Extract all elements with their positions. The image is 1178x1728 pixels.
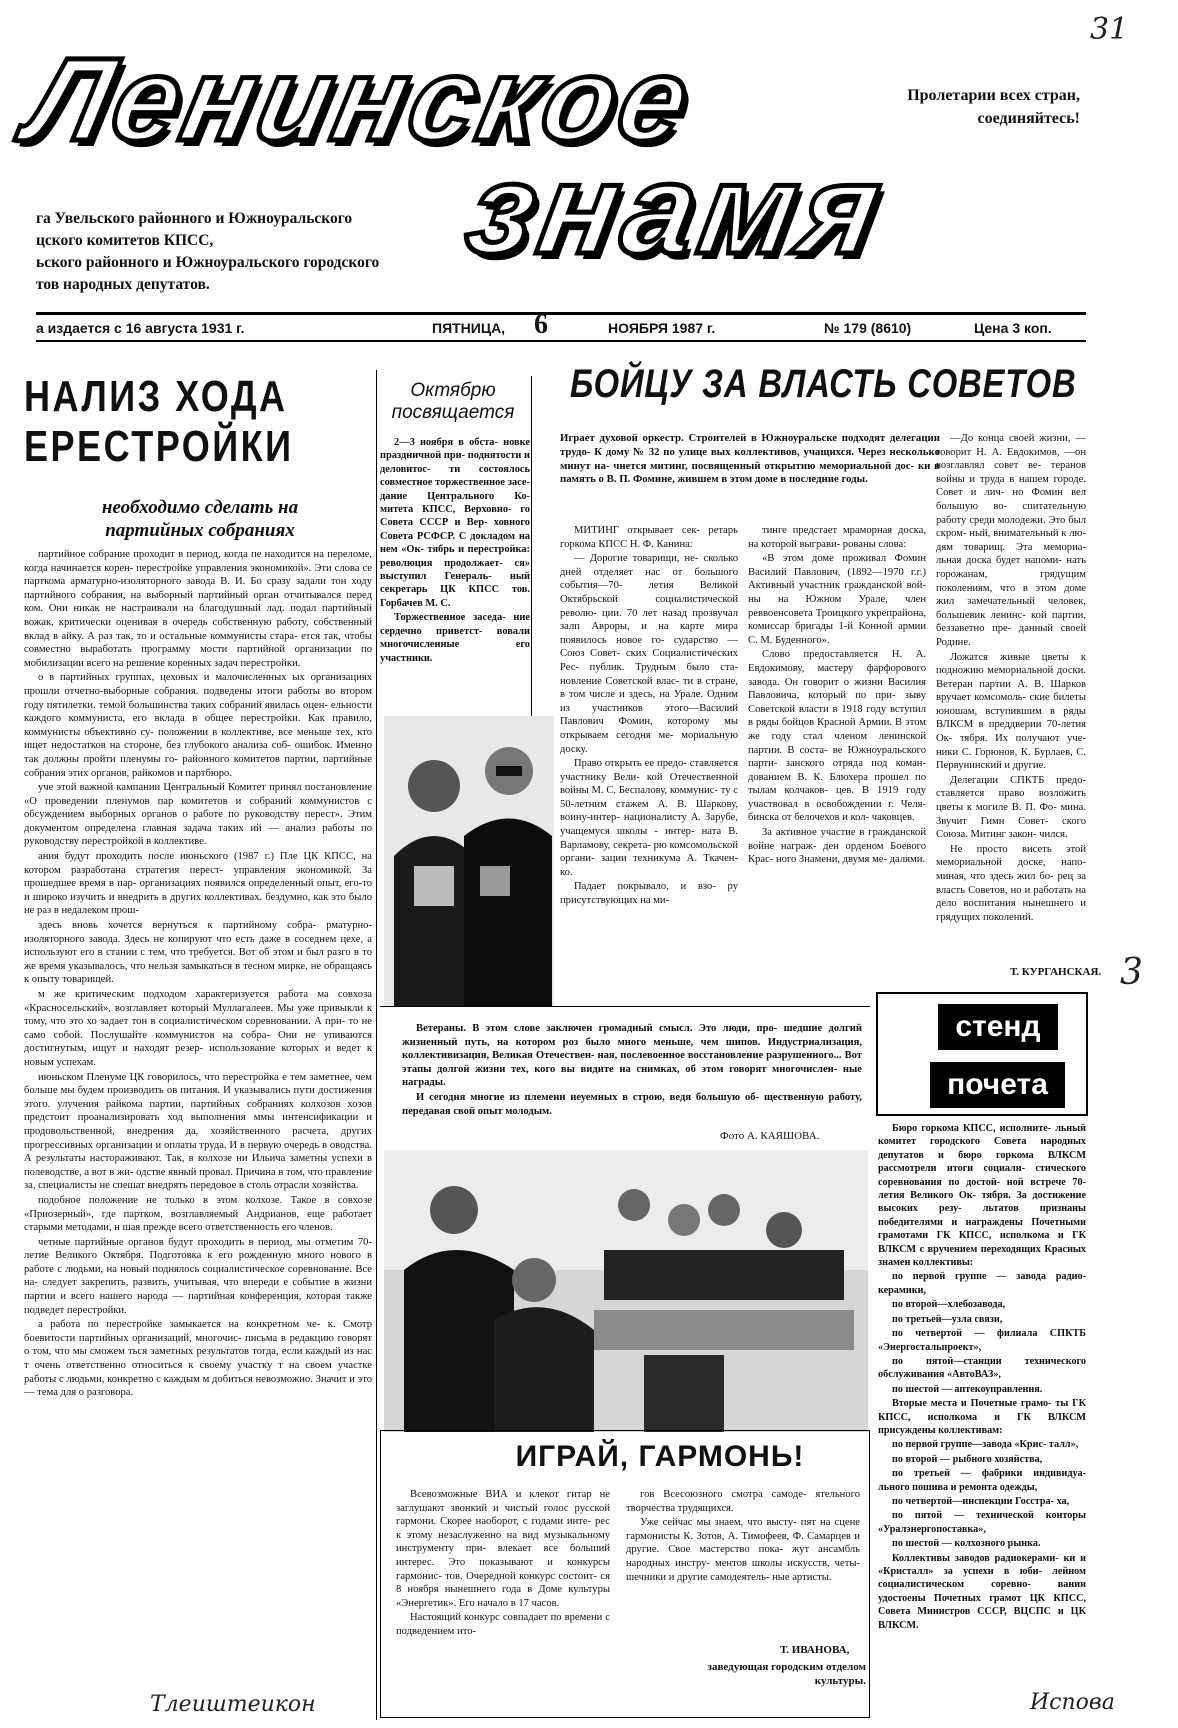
paragraph: — Дорогие товарищи, не- сколько дней отделяет нас от большого события—70- летия Великой Октябрьской социалистической револю- ции. 70 лет назад прозвучал залп Авроры, и на карте мира появилось новое го- сударство — Союз Совет- ских Социалистических Рес- публик. Трудным было ста- новление Советской влас- ти в стране, в том числе и здесь, на Урале. Одним из участников этого—Василий Павлович Фомин, которому мы открываем сегодня ме- мориальную доску. (560, 553, 738, 755)
paragraph: уче этой важной кампании Центральный Комитет принял постановление «О проведении пленумов пар комитетов и собраний коммунистов с обсуждением выборных органов о работе по руководству перест». Этим документом определена главная задача таких ий — анализ работы по руководству перестройкой в коллективе. (24, 782, 372, 848)
paragraph: по четвертой—инспекции Госстра- ха, (892, 1495, 1070, 1507)
paragraph: Уже сейчас мы знаем, что высту- пят на сцене гармонисты К. Зотов, А. Тимофеев, Ф. Самарцев и другие. Свое мастерство пока- жут ансамбль народных инстру- ментов школы искусств, четы- шечники и другие самодеятель- ные артисты. (626, 1517, 860, 1583)
photo-caption (402, 1022, 862, 1132)
paragraph: по пятой—станции технического обслуживания «АвтоВАЗ», (878, 1355, 1086, 1381)
oktyabryu-body (380, 436, 530, 706)
handwritten-corner-mark: 31 (1090, 12, 1129, 47)
garmon-col-2 (626, 1488, 860, 1634)
paragraph: ания будут проходить после июньского (1987 г.) Пле ЦК КПСС, на котором разработана стратегия перест- управления экономикой. За прошедшее время в пар- организациях появился определенный опыт, его-то и широко изучить и внедрить в других коллективах. бездумно, как это было не раз в недалеком прош- (24, 851, 372, 917)
honor-board-body (878, 1122, 1086, 1702)
paragraph: За активное участие в гражданской войне награж- ден орденом Боевого Крас- ного Знамени, двумя ме- далями. (748, 827, 926, 866)
section-rule (380, 1006, 870, 1007)
day-number: 6 (534, 309, 548, 340)
oktyabryu-title-line2: посвящается (391, 402, 515, 423)
price: Цена 3 коп. (974, 320, 1052, 336)
paragraph: по шестой — аптекоуправления. (892, 1383, 1043, 1395)
date-bar (36, 309, 1086, 342)
oktyabryu-title-line1: Октябрю (410, 380, 496, 401)
paragraph: Бюро горкома КПСС, исполните- льный комитет городского Совета народных депутатов и бюро горкома ВЛКСМ рассмотрели итоги социали- стического соревнования по достой- ной встрече 70-летия Великого Ок- тября. За достижение высоких резу- льтатов признаны победителями и награждены Почетными грамотами ГК КПСС, исполкома и ГК ВЛКСМ с вручением переходящих Красных знамен коллективы: (878, 1123, 1086, 1269)
caption-text: Ветераны. В этом слове заключен громадный смысл. Это люди, про- шедшие долгий жизненный путь, на котором роз было много меньше, чем шипов. Индустриализация, коллективизация, Великая Отечествен- ная, послевоенное восстановление разрушенного... Вот этапы долгой жизни тех, кого вы видите на снимках, об этом говорят многочислен- ные награды. (402, 1023, 862, 1089)
slogan-line1: Пролетарии всех стран, (907, 87, 1080, 104)
paragraph: по четвертой — филиала СПКТБ «Энергостальпроект», (878, 1328, 1086, 1353)
oktyabryu-title (378, 380, 528, 424)
paragraph: Право открыть ее предо- ставляется участнику Вели- кой Отечественной войны М. С. Беспалову, коммунис- ту с 50-летним стажем А. В. Шаркову, воину-интер- националисту А. Зарубе, учащемуся школы - интер- ната В. Варламову, секрета- рю комсомольской органи- зации техникума А. Ткачен- ко. (560, 758, 738, 878)
paragraph: по третьей—узла связи, (892, 1313, 1003, 1325)
paragraph: по шестой — колхозного рынка. (892, 1538, 1041, 1550)
issue-number: № 179 (8610) (824, 320, 912, 336)
paragraph: гов Всесоюзного смотра самоде- ятельного творчества трудящихся. (626, 1489, 860, 1514)
left-headline-line2: ЕРЕСТРОЙКИ (24, 422, 294, 471)
paragraph: «В этом доме проживал Фомин Василий Павлович, (1892—1970 г.г.) Активный участник гражданской вой- ны на Южном Урале, член реввоенсовета Троицкого укрепрайона, комиссар бригады 1-й Конной армии С. М. Буденного». (748, 553, 926, 646)
paragraph: по второй — рыбного хозяйства, (892, 1453, 1043, 1465)
organ-line: цского комитетов КПСС, (36, 232, 214, 249)
paragraph: Не просто висеть этой мемориальной доске, напо- миная, что здесь жил бо- рец за власть Советов, но и работать на дело воспитания нынешнего и грядущих поколений. (936, 843, 1086, 923)
veterans-photo-1 (384, 716, 554, 1006)
paragraph: четные партийные органов будут проходить в период, мы отметим 70-летие Великого Октября. Подготовка к его рожденную много нового в работе с людьми, на новый поднялось социалистическое соревнование. Все на- следует закрепить, развить, учитывая, что впереди е событие в жизни партии и всего нашего народа — партийная конференция, которая также подведет перестройки. (24, 1236, 372, 1316)
paragraph: Всевозможные ВИА и клекот гитар не заглушают звонкий и чистый голос русской гармони. Скорее наоборот, с годами инте- рес к этому незаслуженно на вид музыкальному инструменту при- влекает все больший интерес. Это показывают и конкурсы гармонис- тов. Очередной конкурс состоит- ся 8 ноября нынешнего года в Доме культуры «Энергетик». Его начало в 17 часов. (396, 1489, 610, 1609)
published-since: а издается с 16 августа 1931 г. (36, 320, 245, 336)
garmon-signature-role: заведующая городским отделом культуры. (707, 1661, 866, 1687)
slogan-line2: соединяйтесь! (977, 110, 1080, 127)
garmon-headline: ИГРАЙ, ГАРМОНЬ! (515, 1440, 805, 1473)
garmon-col-1 (396, 1488, 610, 1714)
organ-line: тов народных депутатов. (36, 276, 210, 293)
paragraph: МИТИНГ открывает сек- ретарь горкома КПСС Н. Ф. Канина: (560, 525, 738, 550)
paragraph: 2—3 ноября в обста- новке праздничной при- поднятости и деловитос- ти состоялось совместное торжественное засе- дание Центрального Ко- митета КПСС, Верховно- го Совета СССР и Вер- ховного Совета РСФСР. С докладом на нем «Ок- тябрь и перестройка: революция продолжает- ся» выступил Генераль- ный секретарь ЦК КПСС тов. Горбачев М. С. (380, 437, 530, 609)
main-signature: Т. КУРГАНСКАЯ. (1010, 966, 1102, 978)
paragraph: здесь вновь хочется вернуться к партийному собра- рматурно-изоляторного завода. Здесь не копируют что есть даже в соседнем цехе, а используют его в стании с тем, что требуется. Вот об этом и был разго в то же время указывалось, что нельзя замыкаться в тесном мирке, не обращаясь к опыту товарищей. (24, 920, 372, 986)
month-year: НОЯБРЯ 1987 г. (608, 320, 716, 336)
column-rule (376, 370, 377, 1720)
main-col-3 (936, 432, 1086, 962)
paragraph: —До конца своей жизни, —говорит Н. А. Евдокимов, —он возглавлял совет ве- теранов войны и труда в нашем городе. Совет и лич- но Фомин вел большую во- спитательную работу среди молодежи. Это был скром- ный, внимательный к лю- дям товарищ. Эта мемориа- льная доска будет напоми- нать горожанам, грядущим поколениям, что в этом доме жил замечательный человек, большевик ленинс- кой партии, беззаветно пре- данный своей Родине. (936, 433, 1086, 648)
paragraph: о в партийных группах, цеховых и малочисленных ых организациях прошли отчетно-выборные собрания. подведены итоги работы во втором году пятилетки. темой большинства таких собраний явилась оцен- ельности каждого коммуниста, его вклада в общее перестройки. Как правило, коммунисты объективно су- положении в коллективе, все меньше тех, кто ищет недостатков на стороне, без глубокого анализа соб- ошибок. Именно так должны пройти пленумы го- районного комитетов партии, партийные собрания этих органов, райкомов и партбюро. (24, 672, 372, 779)
handwritten-note-right: Испова (1030, 1690, 1115, 1715)
left-headline (24, 372, 295, 472)
main-col-2 (748, 524, 926, 994)
veterans-photo-2 (384, 1150, 868, 1432)
honor-board-title-line2: почета (930, 1062, 1065, 1108)
handwritten-number: 3 (1120, 952, 1143, 993)
caption-text: И сегодня многие из племени неуемных в строю, ведя большую об- щественную работу, передавая свой опыт молодым. (402, 1091, 862, 1117)
slogan (860, 84, 1080, 130)
paragraph: Коллективы заводов радиокерами- ки и «Кристалл» за успехи в юби- лейном социалистическом соревно- вании удостоены Почетных грамот ЦК КПСС, Совета Министров СССР, ВЦСПС и ЦК ВЛКСМ. (878, 1552, 1086, 1631)
organ-line: ьского районного и Южноуральского городского (36, 254, 380, 271)
paragraph: партийное собрание проходит в период, когда пе находится на переломе, когда начинается корен- перестройке управления экономикой». Эти слова се парткома арматурно-изоляторного завода В. И. Бо сразу задали тон ходу партийного собрания, на выборный партийный орган отчитывался перед ком. Они никак не настраивали на благодушный лад. подал партийный вожак, критически оценивая в очередь собственную работу, собственный вклад в айку. А раз так, то и остальные коммунисты стара- ется так, чтобы совместно выработать программу мости партийной организации по мобилизации всего на решение коренных задач перестройки. (24, 549, 372, 669)
main-lead: Играет духовой оркестр. Строителей в Южноуральске подходят делегации трудо- К дому № 32 по улице вых коллективов, учащихся. Через несколько минут на- чнется митинг, посвященный открытию мемориальной дос- ки в память о В. П. Фомине, жившем в этом доме в последние годы. (560, 432, 940, 486)
paragraph: Торжественное заседа- ние сердечно приветст- вовали многочисленные его участники. (380, 612, 530, 664)
garmon-signature: Т. ИВАНОВА, (780, 1644, 850, 1656)
paragraph: тинге предстает мраморная доска, на которой выграви- рованы слова: (748, 525, 926, 550)
paragraph: Настоящий конкурс совпадает по времени с подведением ито- (396, 1612, 610, 1637)
paragraph: а работа по перестройке замыкается на конкретном че- к. Смотр боевитости партийных организаций, многочис- письма в редакцию говорят о том, что мы сможем ться заметных результатов тогда, если каждый из нас т очень ответственно относиться к своему участку т на своем участке работы с людьми, конкретно с каждым м добиться невозможно. Значит и это — тема для о разговора. (24, 1319, 372, 1399)
paragraph: по первой группе — завода радио- керамики, (878, 1271, 1086, 1296)
paragraph: Делегации СПКТБ предо- ставляется право возложить цветы к могиле В. П. Фо- мина. Звучит Гимн Совет- ского Союза. Митинг закон- чился. (936, 774, 1086, 841)
handwritten-signature-bottom: Тлеиштеикон (150, 1692, 316, 1717)
paragraph: м же критическим подходом характеризуется работа ма совхоза «Красносельский», возглавляет который Муллагалеев. Мы уже привыкли к тому, что это хо задает тон в социалистическом соревновании. А при- то не само собой. Послушайте коммунистов на собра- Они не упиваются достигнутым, ищут и находят резер- использование которых и ведет к новым успехам. (24, 989, 372, 1068)
left-subtitle: необходимо сделать на партийных собраниях (101, 497, 299, 541)
honor-board-title-line1: стенд (938, 1004, 1058, 1050)
paragraph: Падает покрывало, и взо- ру присутствующих на ми- (560, 881, 738, 907)
paragraph: Вторые места и Почетные грамо- ты ГК КПСС, исполкома и ГК ВЛКСМ присуждены коллективам: (878, 1398, 1086, 1436)
organ-line: га Увельского районного и Южноуральского (36, 210, 353, 227)
paragraph: по третьей — фабрики индивидуа- льного пошива и ремонта одежды, (878, 1468, 1086, 1493)
masthead-title-line2: знамя (457, 138, 897, 281)
left-headline-line1: НАЛИЗ ХОДА (24, 372, 288, 421)
main-col-1 (560, 524, 738, 994)
paragraph: июньском Пленуме ЦК говорилось, что перестройка е тем заметнее, чем больше мы будем производить ов питания. И указывались пути достижения этого. улучения райкома партии, партийных собраниях колхозов хозов предстоит проанализировать ход выполнения ммы интенсификации и продовольственной, внедрения да, хозяйственного расчета, других прогрессивных организации и оплаты труда. И в первую очередь в оводства. А результаты настораживают. Так, в колхозе ни Ильича заметны успехи в полеводстве, а вот в жи- одстве явный провал. Причина в том, что правление за, специалисты не спешат внедрять передовое в столь отрасли хозяйства. (24, 1071, 372, 1192)
paragraph: по второй—хлебозавода, (892, 1299, 1006, 1311)
main-headline: БОЙЦУ ЗА ВЛАСТЬ СОВЕТОВ (570, 362, 1077, 406)
publisher-organs (36, 208, 456, 296)
photo-credit: Фото А. КАЯШОВА. (720, 1130, 820, 1142)
paragraph: по первой группе—завода «Крис- талл», (892, 1439, 1079, 1451)
paragraph: Ложатся живые цветы к подножию мемориальной доски. Ветеран партии А. В. Шарков вручает комсомоль- ские билеты юношам, вступившим в ряды ВЛКСМ в преддверии 70-летия Ок- тября. Их получают уче- ники С. Горюнов, К. Бурлаев, С. Первунинский и другие. (936, 651, 1086, 772)
weekday: ПЯТНИЦА, (432, 320, 506, 336)
paragraph: подобное положение не только в этом колхозе. Такое в совхозе «Приозерный», где партком, возглавляемый Андрианов, еще работает старыми методами, н шая прежде всего ответственность его членов. (24, 1194, 372, 1234)
masthead-title-line1: Ленинское (15, 34, 705, 166)
left-article-body (24, 548, 372, 1718)
paragraph: Слово предоставляется Н. А. Евдокимову, мастеру фарфорового завода. Он говорит о жизни Василия Павловича, который по при- зыву Советской власти в 1918 году вступил в ряды бойцов Красной Армии. В этом же году стал членом ленинской партии. В соста- ве Южноуральского парти- занского отряда под коман- дованием В. К. Блюхера прошел по тылам колчаков- цев. В 1919 году участвовал в освобождении г. Челя- бинска от белочехов и кол- чаковцев. (748, 649, 926, 824)
paragraph: по пятой — технической конторы «Уралэнергопоставка», (878, 1510, 1086, 1535)
